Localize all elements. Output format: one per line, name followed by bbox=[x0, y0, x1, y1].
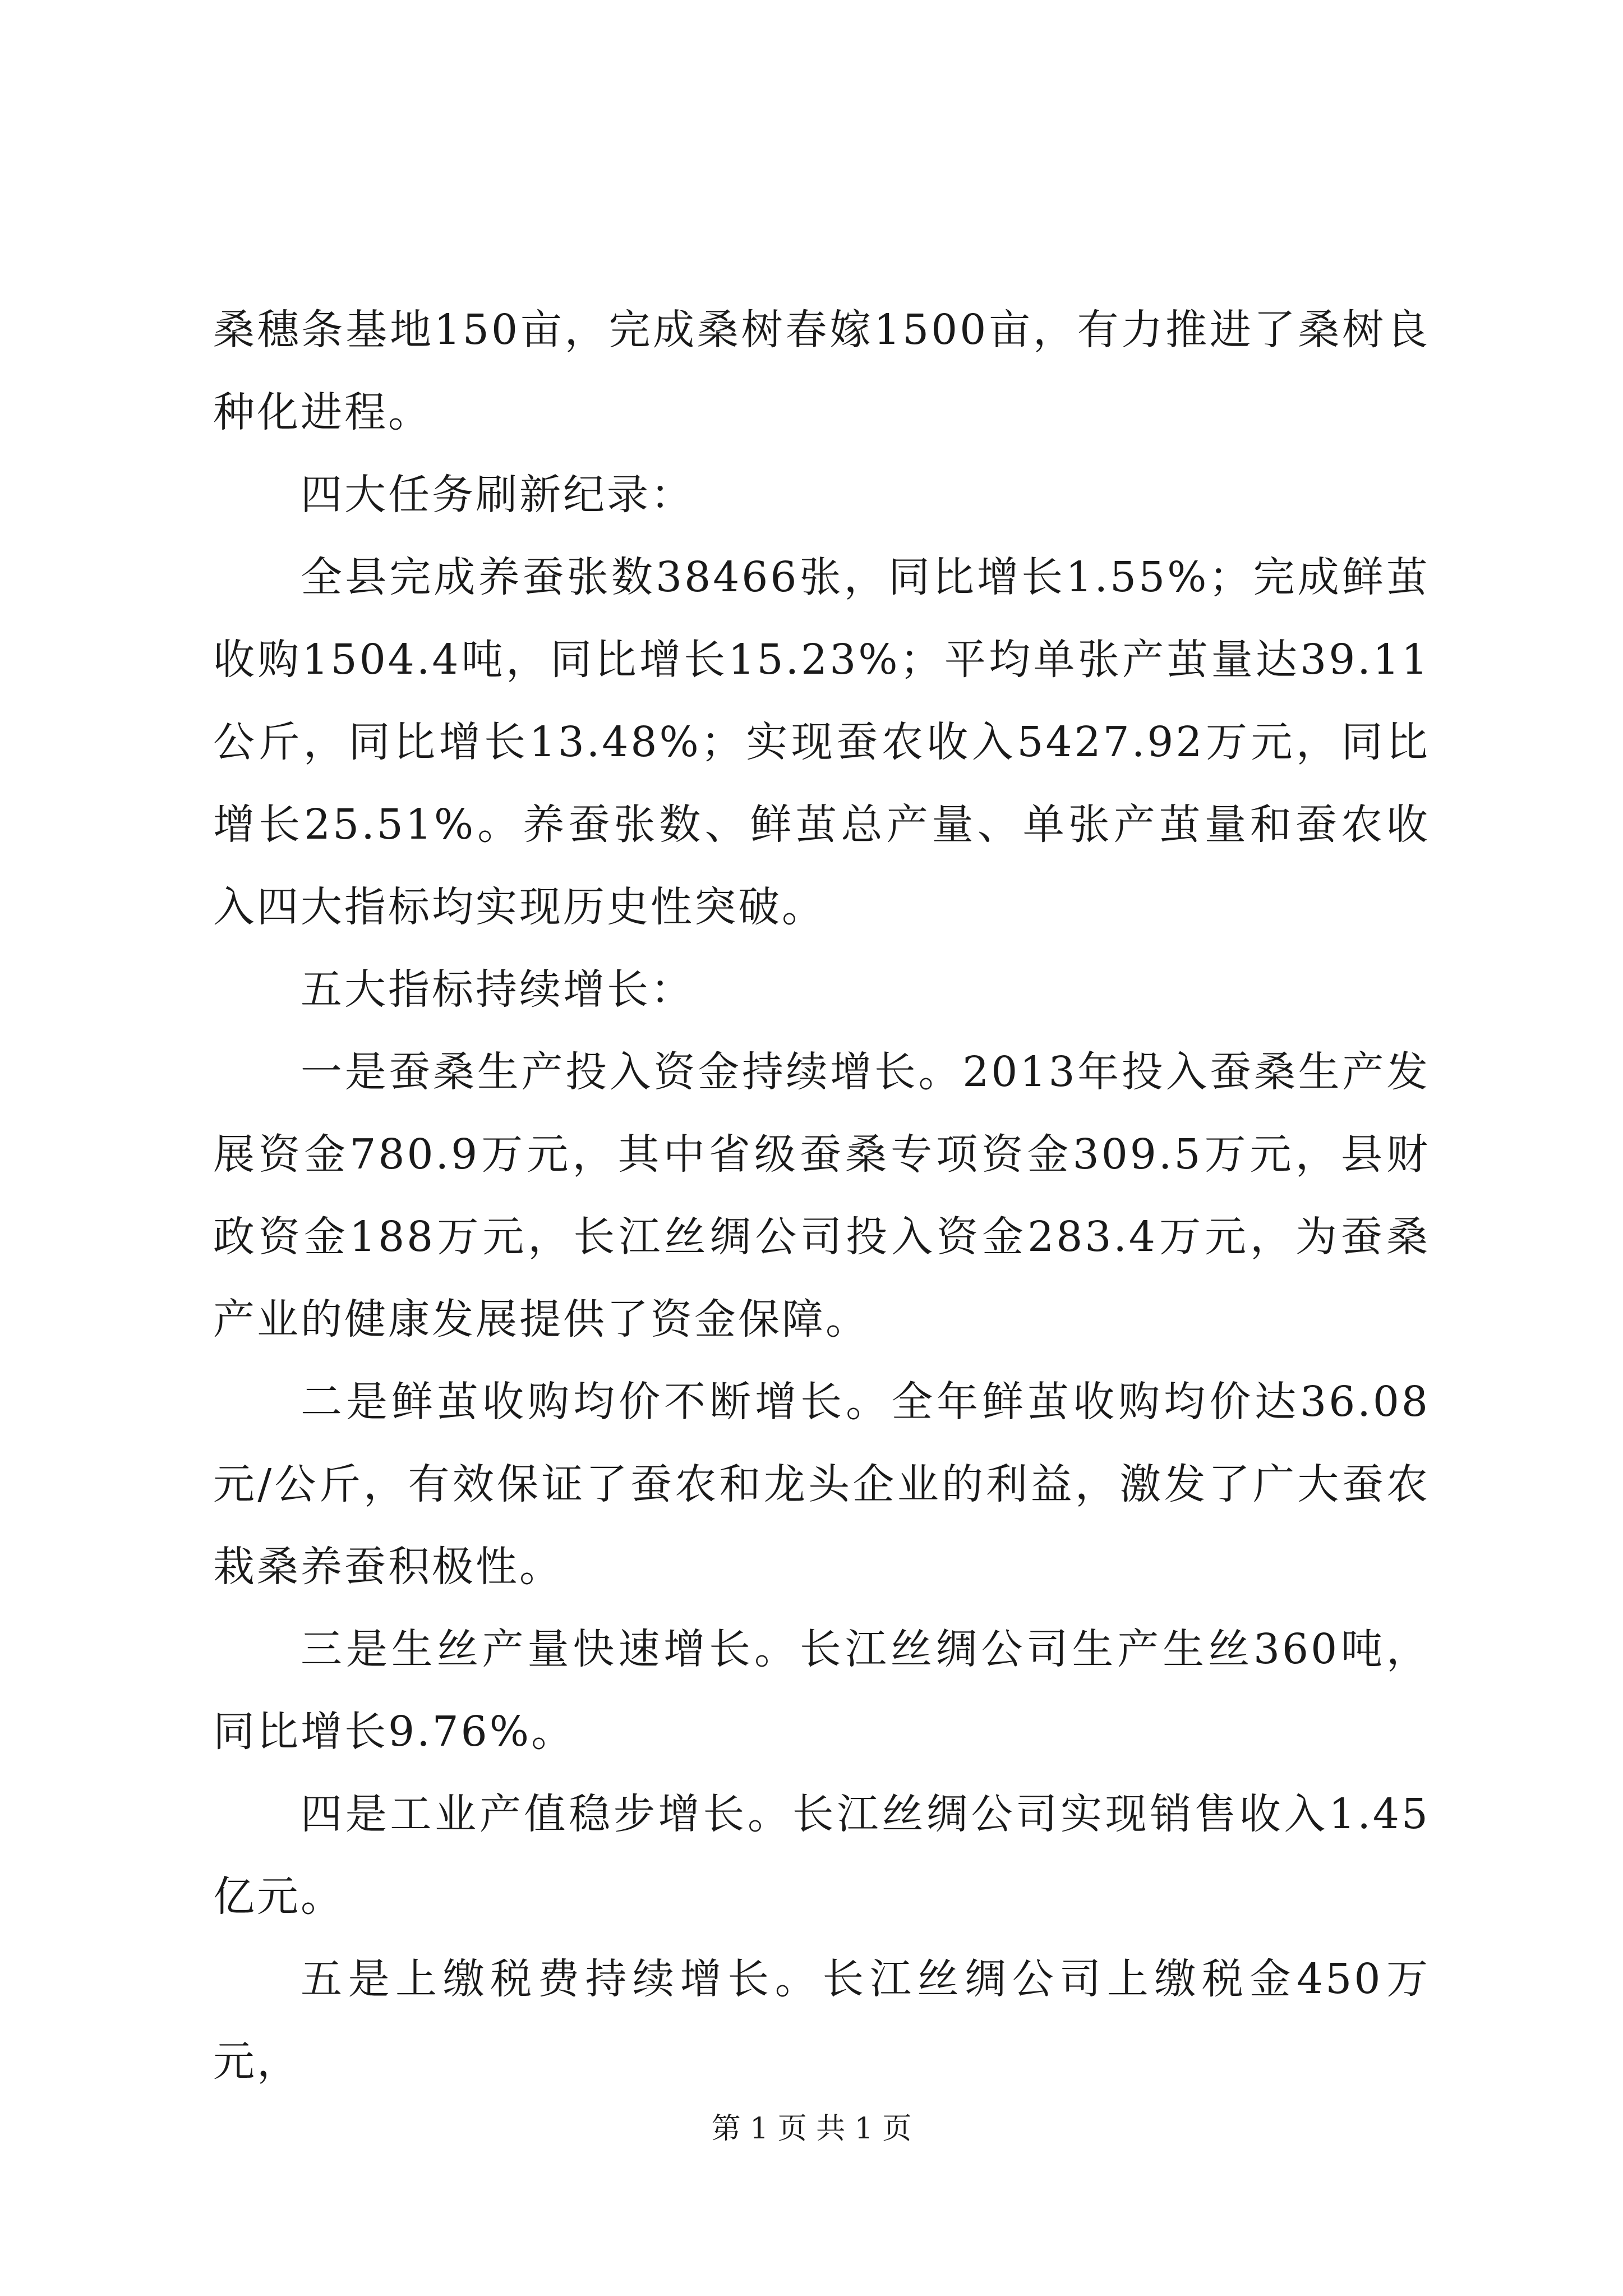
document-body bbox=[213, 289, 1430, 2103]
paragraph-5: 一是蚕桑生产投入资金持续增长。2013年投入蚕桑生产发展资金780.9万元，其中省级蚕桑专项资金309.5万元，县财政资金188万元，长江丝绸公司投入资金283.4万元，为蚕桑产业的健康发展提供了资金保障。 bbox=[213, 1048, 1430, 1343]
paragraph-1: 桑穗条基地150亩，完成桑树春嫁1500亩，有力推进了桑树良种化进程。 bbox=[213, 306, 1430, 436]
paragraph-6: 二是鲜茧收购均价不断增长。全年鲜茧收购均价达36.08元/公斤，有效保证了蚕农和龙头企业的利益，激发了广大蚕农栽桑养蚕积极性。 bbox=[213, 1378, 1430, 1591]
page-footer: 第 1 页 共 1 页 bbox=[711, 2112, 912, 2146]
paragraph-9: 五是上缴税费持续增长。长江丝绸公司上缴税金450万元， bbox=[213, 1955, 1430, 2086]
paragraph-4-heading: 五大指标持续增长： bbox=[301, 965, 694, 1014]
paragraph-7: 三是生丝产量快速增长。长江丝绸公司生产生丝360吨，同比增长9.76%。 bbox=[213, 1625, 1430, 1756]
paragraph-3: 全县完成养蚕张数38466张，同比增长1.55%；完成鲜茧收购1504.4吨，同比增长15.23%；平均单张产茧量达39.11公斤，同比增长13.48%；实现蚕农收入5427.92万元，同比增长25.51%。养蚕张数、鲜茧总产量、单张产茧量和蚕农收入四大指标均实现历史性突破。 bbox=[213, 553, 1430, 931]
paragraph-2-heading: 四大任务刷新纪录： bbox=[301, 471, 694, 519]
paragraph-8: 四是工业产值稳步增长。长江丝绸公司实现销售收入1.45亿元。 bbox=[213, 1790, 1430, 1921]
